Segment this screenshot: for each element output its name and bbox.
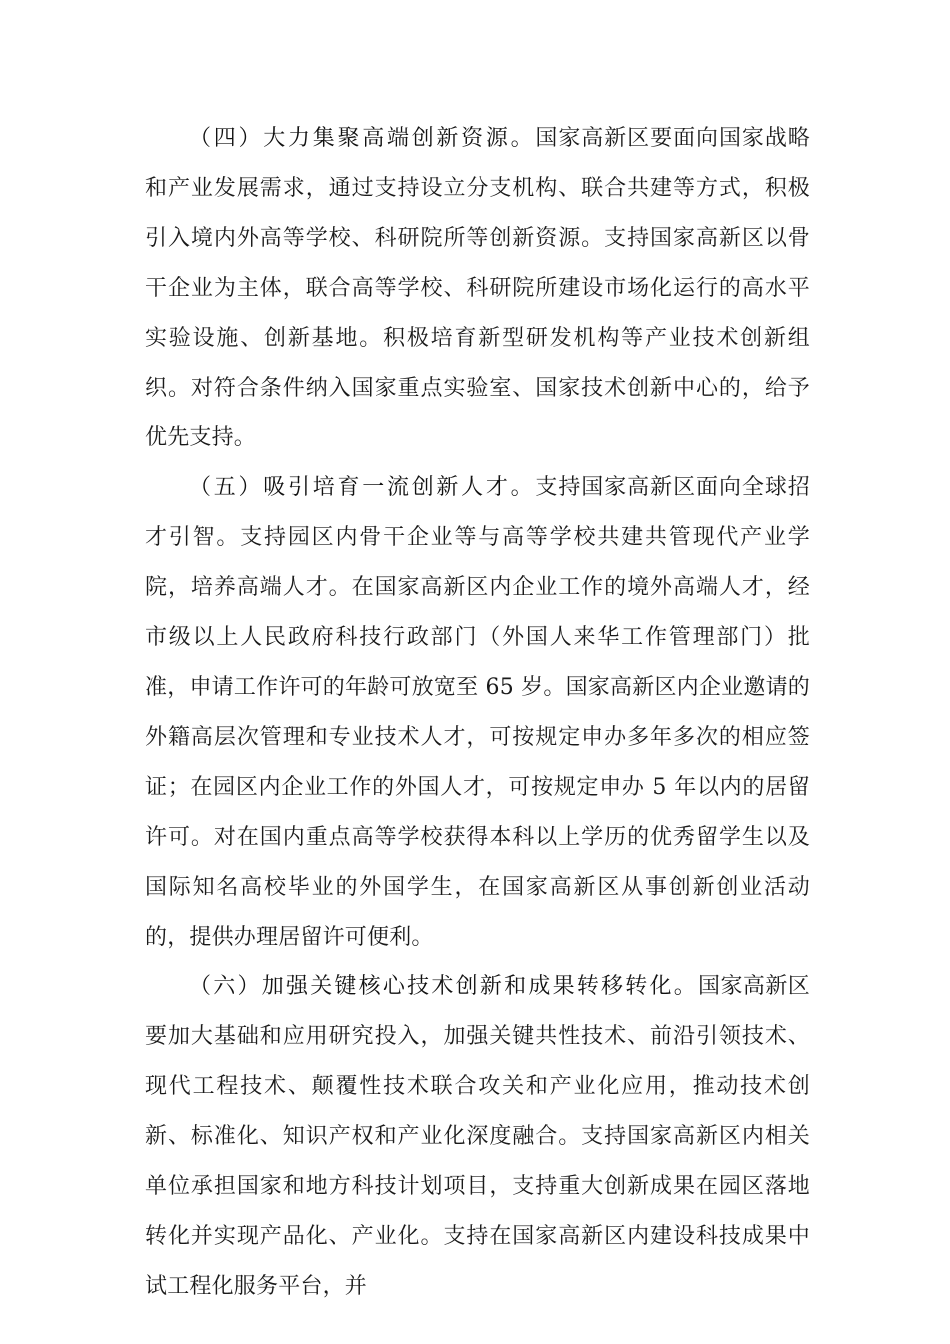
paragraph-text-5: 支持国家高新区面向全球招才引智。支持园区内骨干企业等与高等学校共建共管现代产业学院，培养高端人才。在国家高新区内企业工作的境外高端人才，经市级以上人民政府科技行政部门（外国人来华工作管理部门）批准，申请工作许可的年龄可放宽至 65 岁。国家高新区内企业邀请的外籍高层次管理和专业技术人才，可按规定申办多年多次的相应签证；在园区内企业工作的外国人才，可按规定申办 5 年以内的居留许可。对在国内重点高等学校获得本科以上学历的优秀留学生以及国际知名高校毕业的外国学生，在国家高新区从事创新创业活动的，提供办理居留许可便利。 bbox=[145, 475, 810, 950]
paragraph-4 bbox=[145, 114, 810, 463]
paragraph-text-4: 国家高新区要面向国家战略和产业发展需求，通过支持设立分支机构、联合共建等方式，积极引入境内外高等学校、科研院所等创新资源。支持国家高新区以骨干企业为主体，联合高等学校、科研院所建设市场化运行的高水平实验设施、创新基地。积极培育新型研发机构等产业技术创新组织。对符合条件纳入国家重点实验室、国家技术创新中心的，给予优先支持。 bbox=[145, 126, 810, 451]
paragraph-heading-4: （四）大力集聚高端创新资源。 bbox=[189, 126, 536, 151]
paragraph-6 bbox=[145, 962, 810, 1311]
paragraph-heading-6: （六）加强关键核心技术创新和成果转移转化。 bbox=[189, 974, 699, 1000]
document-body bbox=[145, 114, 810, 1312]
paragraph-heading-5: （五）吸引培育一流创新人才。 bbox=[189, 475, 536, 501]
paragraph-5 bbox=[145, 463, 810, 962]
paragraph-text-6: 国家高新区要加大基础和应用研究投入，加强关键共性技术、前沿引领技术、现代工程技术、颠覆性技术联合攻关和产业化应用，推动技术创新、标准化、知识产权和产业化深度融合。支持国家高新区内相关单位承担国家和地方科技计划项目，支持重大创新成果在园区落地转化并实现产品化、产业化。支持在国家高新区内建设科技成果中试工程化服务平台，并 bbox=[145, 974, 810, 1299]
